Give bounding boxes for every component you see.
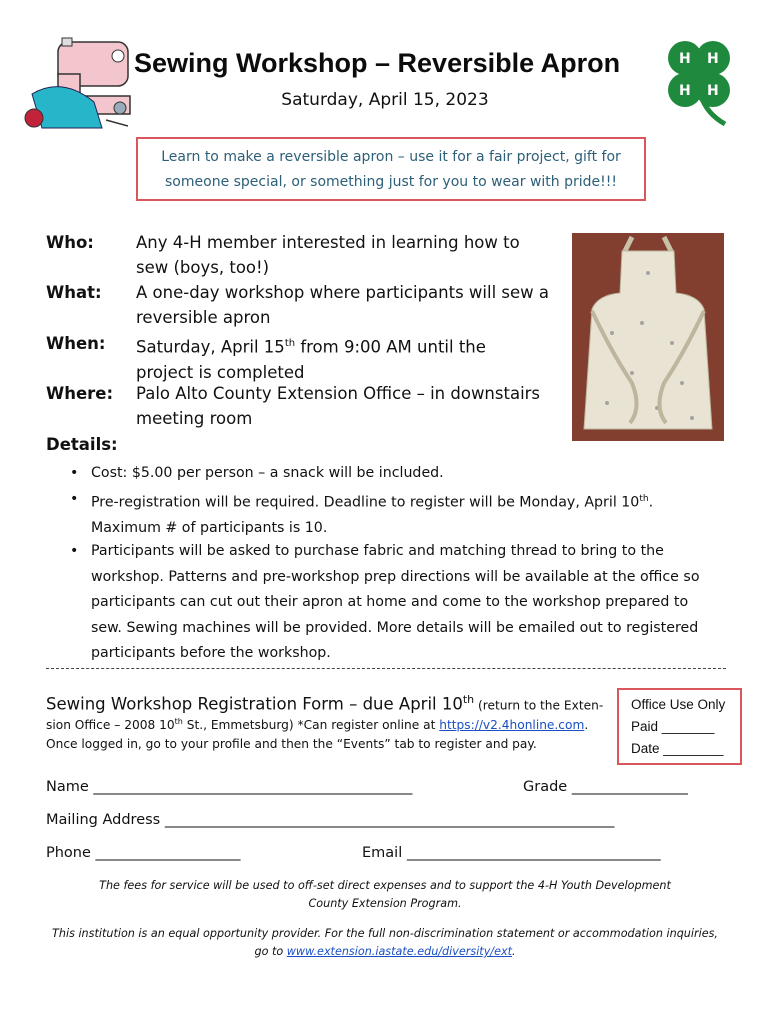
- details-label: Details:: [46, 435, 118, 454]
- detail-text-part: Maximum # of participants is 10.: [91, 520, 328, 537]
- 4h-clover-logo: [655, 36, 745, 128]
- office-use-box: [617, 688, 742, 765]
- detail-text-part: .: [648, 494, 654, 511]
- banner-line: Learn to make a reversible apron – use it for a fair project, gift for: [161, 149, 621, 165]
- sewing-machine-icon: [22, 36, 132, 132]
- email-field[interactable]: Email ___________________________________: [362, 845, 661, 861]
- form-title-note: (return to the Exten-: [474, 698, 604, 713]
- where-line: Palo Alto County Extension Office – in downstairs: [136, 384, 541, 403]
- form-text: .: [584, 718, 589, 733]
- equal-opportunity-statement: [0, 925, 770, 961]
- when-text: Saturday, April 15: [136, 337, 285, 357]
- who-line: Any 4-H member interested in learning how to: [136, 233, 520, 252]
- when-sup: th: [284, 338, 296, 349]
- bullet-icon: •: [70, 543, 79, 559]
- page-title: Sewing Workshop – Reversible Apron: [134, 48, 621, 78]
- office-date-field: Date ________: [631, 741, 724, 756]
- detail-text-part: Pre-registration will be required. Deadline to register will be Monday, April 10: [91, 494, 640, 511]
- detail-line: workshop. Patterns and pre-workshop prep directions will be available at the office so: [91, 568, 700, 585]
- eo-line: [0, 943, 770, 961]
- eo-text: .: [511, 945, 516, 958]
- detail-text: Cost: $5.00 per person – a snack will be included.: [91, 465, 444, 481]
- detail-line: participants can cut out their apron at home and come to the workshop prepared to: [91, 594, 689, 610]
- fees-statement: [0, 877, 770, 913]
- what-line: reversible apron: [136, 308, 271, 327]
- form-text: sion Office – 2008 10: [46, 718, 175, 733]
- eo-line: This institution is an equal opportunity provider. For the full non-discrimination statement or accommodation inquiries,: [52, 927, 718, 940]
- what-line: A one-day workshop where participants will sew a: [136, 283, 550, 302]
- intro-banner: [136, 137, 646, 201]
- bullet-icon: •: [70, 491, 79, 507]
- fees-line: The fees for service will be used to off-set direct expenses and to support the 4-H Youth Development: [99, 879, 671, 892]
- mailing-address-field[interactable]: Mailing Address ______________________________________________________________: [46, 812, 615, 828]
- apron-photo: [572, 233, 724, 441]
- detail-text: [91, 487, 731, 542]
- eo-text: go to: [254, 945, 287, 958]
- who-line: sew (boys, too!): [136, 258, 270, 277]
- when-line: [136, 331, 566, 360]
- grade-field[interactable]: Grade ________________: [523, 779, 688, 795]
- svg-text:H: H: [679, 83, 691, 99]
- form-title: [46, 693, 603, 714]
- name-field[interactable]: Name ____________________________________________: [46, 779, 413, 795]
- svg-text:H: H: [707, 51, 719, 67]
- detail-text: [91, 539, 731, 667]
- when-value: [136, 331, 566, 385]
- svg-text:H: H: [707, 83, 719, 99]
- when-label: When:: [46, 334, 106, 353]
- diversity-link[interactable]: www.extension.iastate.edu/diversity/ext: [286, 945, 512, 958]
- form-sup: th: [174, 717, 183, 726]
- where-line: meeting room: [136, 409, 253, 428]
- form-title-sup: th: [462, 693, 475, 706]
- banner-line: someone special, or something just for you to wear with pride!!!: [165, 174, 617, 190]
- where-label: Where:: [46, 384, 114, 403]
- detail-line: Participants will be asked to purchase fabric and matching thread to bring to the: [91, 543, 664, 559]
- where-value: [136, 381, 566, 431]
- form-instructions-line: [46, 717, 588, 732]
- detail-sup: th: [639, 494, 649, 504]
- event-date: Saturday, April 15, 2023: [281, 90, 489, 110]
- what-value: [136, 280, 566, 330]
- when-text: from 9:00 AM until the: [295, 337, 486, 357]
- form-title-text: Sewing Workshop Registration Form – due April 10: [46, 694, 463, 714]
- office-paid-field: Paid _______: [631, 719, 715, 734]
- when-line: project is completed: [136, 362, 305, 382]
- what-label: What:: [46, 283, 102, 302]
- who-label: Who:: [46, 233, 94, 252]
- fees-line: County Extension Program.: [308, 897, 462, 910]
- office-use-title: Office Use Only: [631, 697, 726, 712]
- form-instructions-line: Once logged in, go to your profile and then the “Events” tab to register and pay.: [46, 737, 537, 751]
- detail-line: sew. Sewing machines will be provided. More details will be emailed out to registered: [91, 619, 699, 636]
- who-value: [136, 230, 566, 280]
- detail-line: participants before the workshop.: [91, 645, 331, 661]
- cut-line-divider: [46, 668, 726, 669]
- bullet-icon: •: [70, 465, 79, 481]
- form-text: St., Emmetsburg) *Can register online at: [182, 718, 440, 733]
- phone-field[interactable]: Phone ____________________: [46, 845, 241, 861]
- registration-link[interactable]: https://v2.4honline.com: [439, 718, 585, 733]
- svg-text:H: H: [679, 51, 691, 67]
